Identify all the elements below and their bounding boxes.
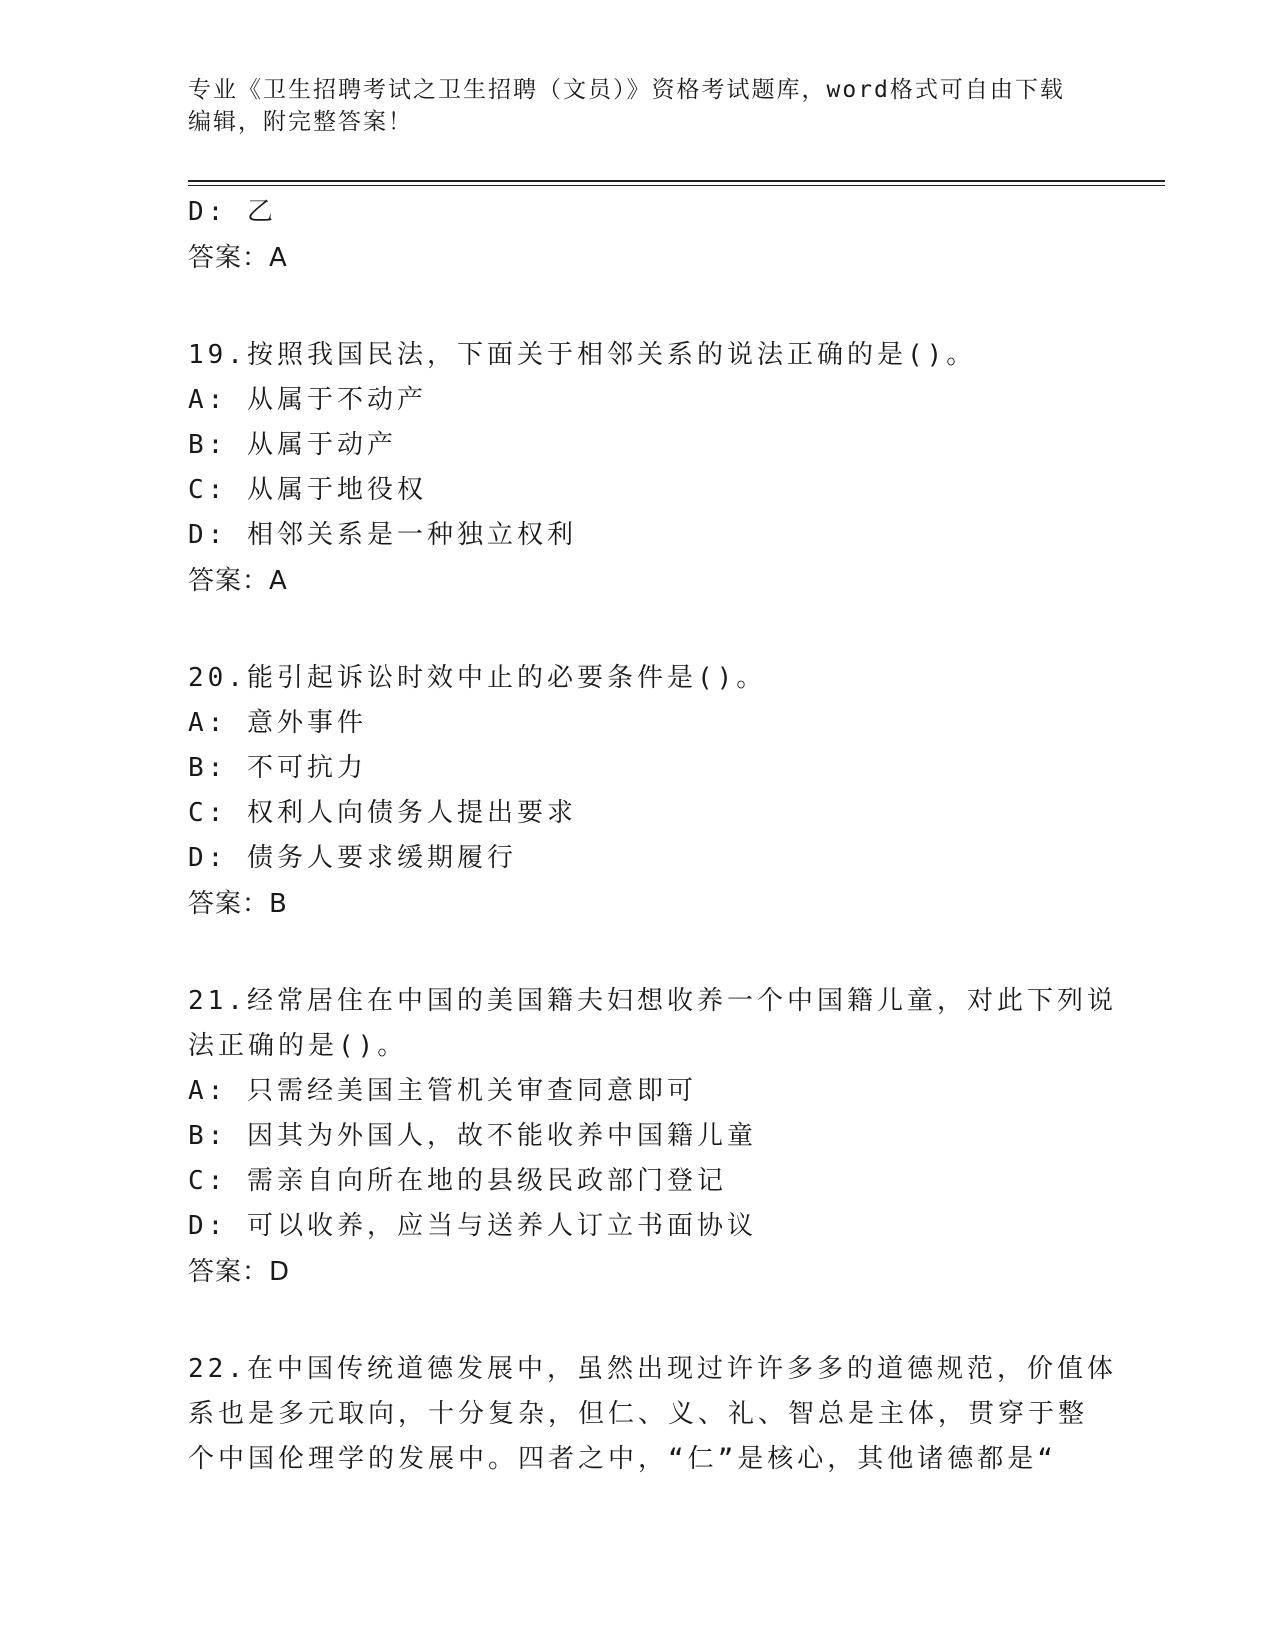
- header-divider-thick: [188, 180, 1165, 182]
- question-21-stem-line-2: 法正确的是()。: [188, 1031, 408, 1061]
- question-19-option-a: A: 从属于不动产: [188, 385, 427, 415]
- question-20: [188, 656, 1108, 927]
- question-19-option-b: B: 从属于动产: [188, 430, 397, 460]
- question-21-stem-line-1: 21.经常居住在中国的美国籍夫妇想收养一个中国籍儿童，对此下列说: [188, 986, 1117, 1016]
- question-19-answer: 答案：A: [188, 566, 288, 596]
- question-20-option-d: D: 债务人要求缓期履行: [188, 843, 517, 873]
- question-21-option-d: D: 可以收养，应当与送养人订立书面协议: [188, 1211, 757, 1241]
- question-20-stem: 20.能引起诉讼时效中止的必要条件是()。: [188, 663, 767, 693]
- question-19: [188, 333, 1108, 604]
- document-header-description: 专业《卫生招聘考试之卫生招聘（文员）》资格考试题库，word格式可自由下载编辑，附完整答案！: [188, 77, 1065, 135]
- question-21-answer: 答案：D: [188, 1257, 291, 1287]
- question-list: [188, 190, 1117, 1482]
- question-20-answer: 答案：B: [188, 889, 288, 919]
- header-divider-thin: [188, 185, 1165, 186]
- question-19-stem: 19.按照我国民法，下面关于相邻关系的说法正确的是()。: [188, 340, 977, 370]
- question-21-option-b: B: 因其为外国人，故不能收养中国籍儿童: [188, 1121, 757, 1151]
- question-22: [188, 1347, 1117, 1482]
- prev-question-answer: 答案：A: [188, 243, 288, 273]
- question-21-option-c: C: 需亲自向所在地的县级民政部门登记: [188, 1166, 727, 1196]
- prev-question-option-d: D: 乙: [188, 197, 277, 227]
- question-20-option-c: C: 权利人向债务人提出要求: [188, 798, 577, 828]
- question-20-option-b: B: 不可抗力: [188, 753, 367, 783]
- question-19-option-d: D: 相邻关系是一种独立权利: [188, 520, 577, 550]
- question-22-stem-line-3: 个中国伦理学的发展中。四者之中，“仁”是核心，其他诸德都是“: [188, 1444, 1057, 1474]
- question-21: [188, 979, 1117, 1295]
- question-20-option-a: A: 意外事件: [188, 708, 367, 738]
- question-22-stem-line-1: 22.在中国传统道德发展中，虽然出现过许许多多的道德规范，价值体: [188, 1354, 1117, 1384]
- question-22-stem-line-2: 系也是多元取向，十分复杂，但仁、义、礼、智总是主体，贯穿于整: [188, 1399, 1089, 1429]
- question-21-option-a: A: 只需经美国主管机关审查同意即可: [188, 1076, 697, 1106]
- question-19-option-c: C: 从属于地役权: [188, 475, 427, 505]
